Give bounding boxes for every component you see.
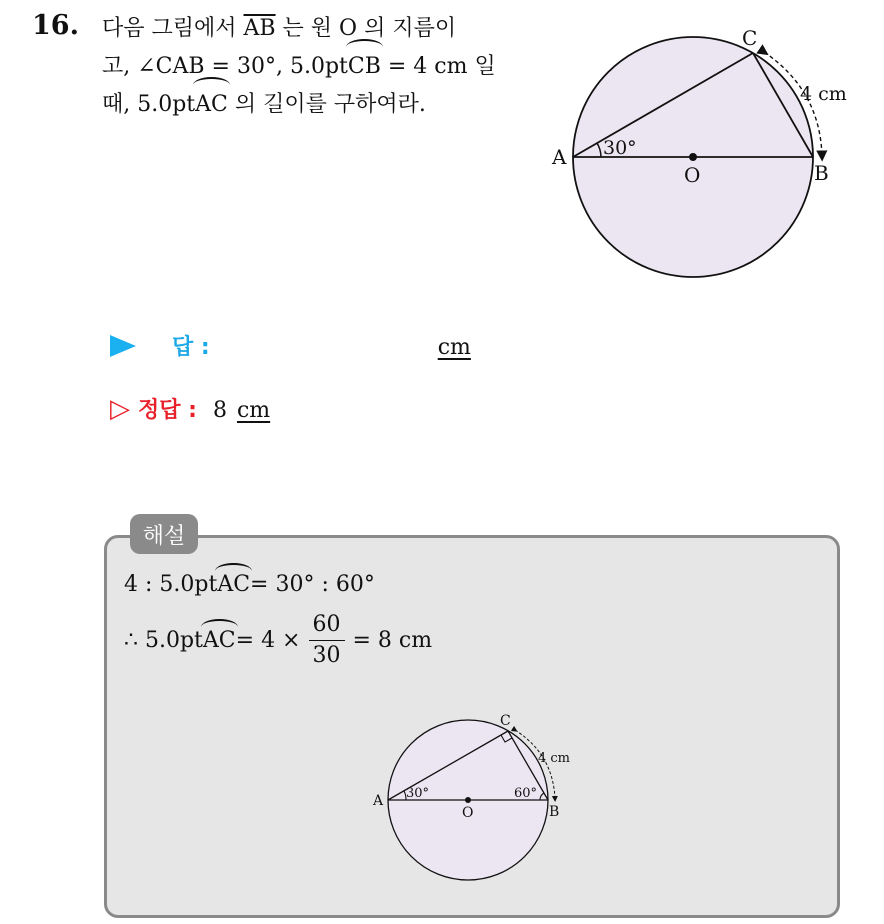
fraction-denominator: 30 — [312, 643, 341, 668]
arc-cb: CB — [348, 48, 381, 86]
question-line-2 — [102, 48, 542, 86]
fig-label-b: B — [549, 804, 560, 820]
explanation-line-2 — [124, 612, 432, 669]
explanation-tag: 해설 — [130, 514, 198, 554]
question-text-part: 다음 그림에서 — [102, 16, 244, 41]
explanation-text-part: = 30° : 60° — [250, 572, 375, 597]
answer-label: 답 : — [172, 335, 210, 360]
answer-unit: cm — [437, 335, 471, 360]
question-text-part: = 4 cm 일 — [380, 54, 496, 79]
correct-answer-value: 8 — [212, 398, 227, 423]
explanation-text-part: 4 : 5.0pt — [124, 572, 218, 597]
segment-ab: $\overline{AB}$ — [243, 16, 276, 41]
center-dot-o — [689, 153, 697, 161]
fraction — [309, 612, 345, 669]
fig-angle-a: 30° — [406, 786, 430, 801]
play-triangle-icon — [110, 335, 136, 357]
label-a: A — [552, 145, 567, 169]
question-figure — [552, 26, 860, 290]
question-text — [102, 10, 542, 124]
angle-label-a: 30° — [603, 137, 637, 159]
arc-length-label: 4 cm — [800, 83, 847, 105]
correct-answer-label: 정답 : — [138, 398, 197, 423]
explanation-text-part: ∴ 5.0pt — [124, 628, 203, 653]
question-line-1 — [102, 10, 542, 48]
arc-ac: AC — [195, 86, 228, 124]
fig-angle-b: 60° — [514, 786, 538, 801]
question-line-3 — [102, 86, 542, 124]
arc-ac-explain-2: AC — [202, 628, 236, 653]
arc-ac-explain-1: AC — [217, 572, 251, 597]
fig-label-a: A — [373, 793, 384, 809]
explanation-text-part: = 4 × — [235, 628, 301, 653]
label-b: B — [814, 161, 829, 185]
answer-row — [110, 330, 471, 361]
question-text-part: 고, ∠CAB = 30°, 5.0pt — [102, 54, 348, 79]
question-text-part: 는 원 O 의 지름이 — [275, 16, 457, 41]
correct-answer-row — [110, 393, 270, 424]
label-c: C — [742, 26, 758, 50]
fig-label-o: O — [462, 805, 474, 821]
fig-arc-length: 4 cm — [538, 751, 571, 766]
fraction-numerator: 60 — [309, 612, 345, 641]
explanation-line-1 — [124, 572, 375, 597]
question-number: 16. — [32, 10, 79, 41]
explanation-figure — [370, 712, 590, 892]
label-o: O — [684, 163, 701, 187]
question-text-part: 의 길이를 구하여라. — [227, 92, 426, 117]
fig-label-c: C — [500, 713, 511, 729]
correct-answer-unit: cm — [236, 398, 271, 423]
outline-triangle-icon: ▷ — [110, 394, 130, 424]
explanation-text-part: = 8 cm — [352, 628, 433, 653]
center-dot-o-explain — [465, 797, 471, 803]
question-text-part: 때, 5.0pt — [102, 92, 196, 117]
